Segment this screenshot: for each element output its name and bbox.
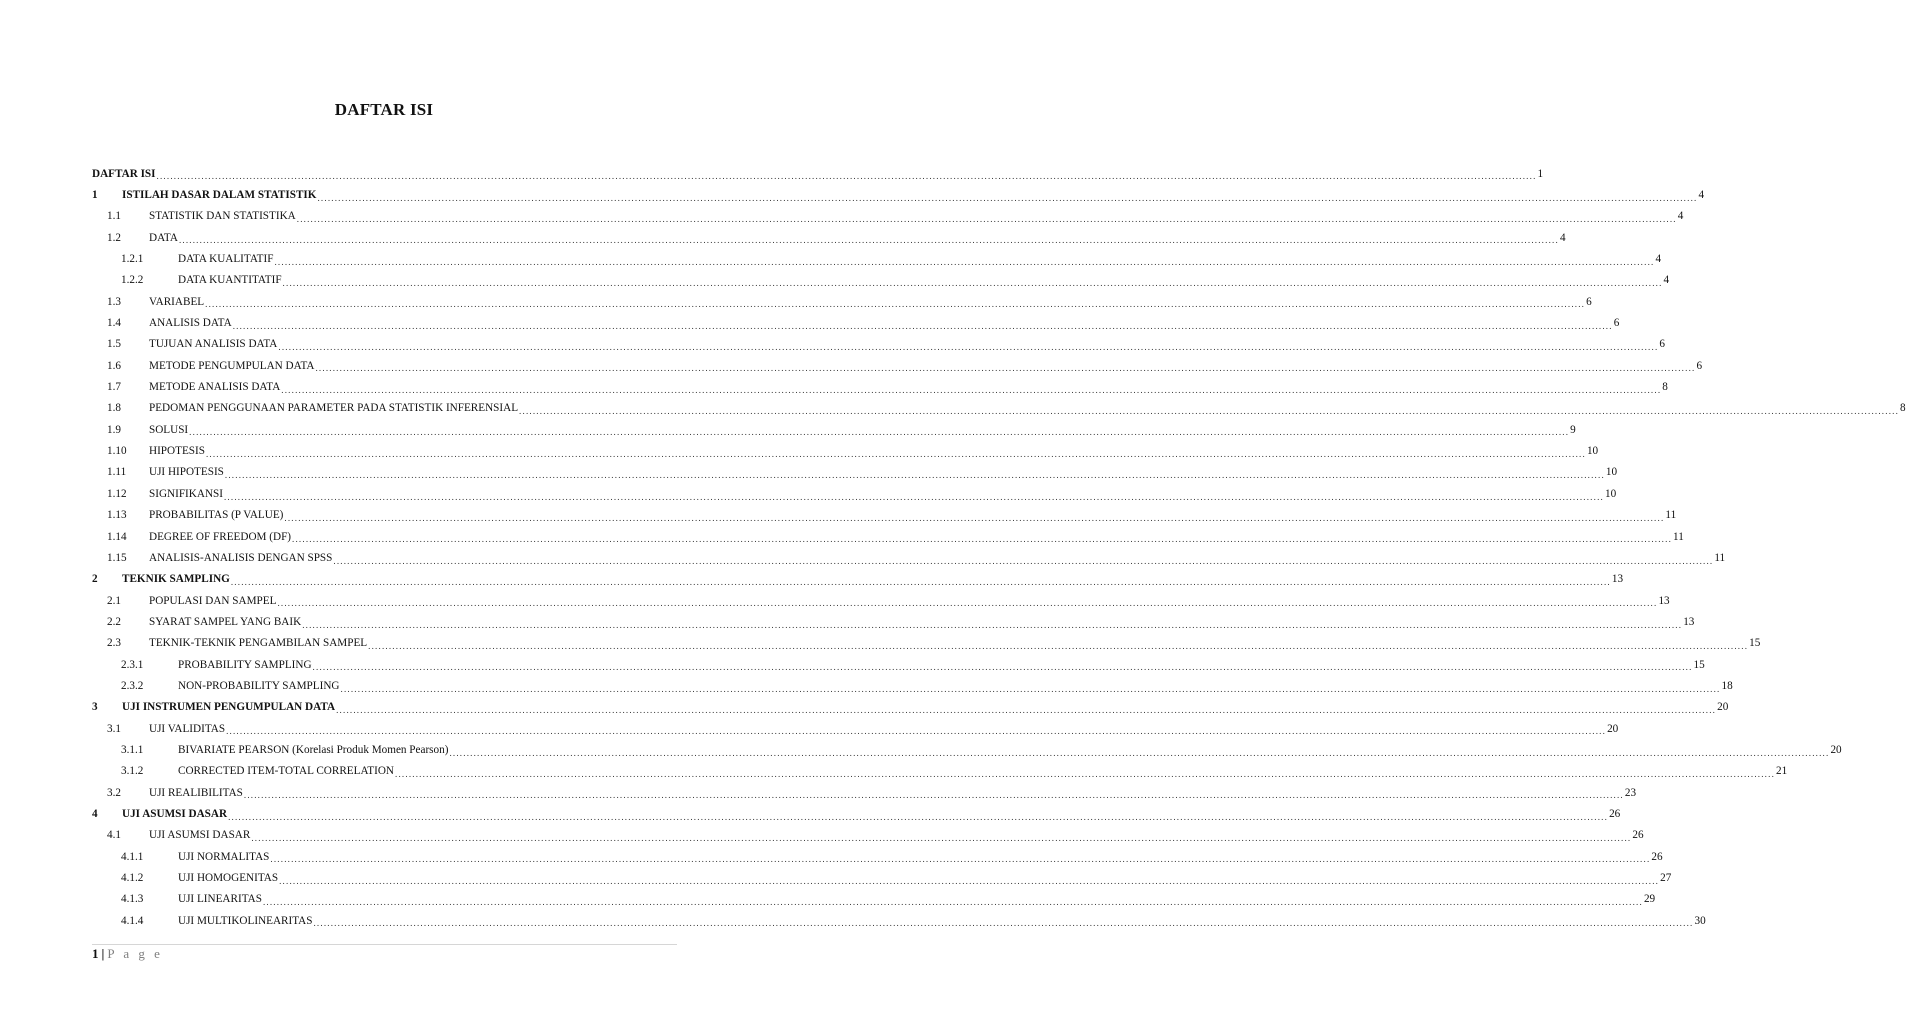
toc-dot-leader: ................................................................................................................................................................................................................................................................................................................................................................................................................ (279, 875, 1660, 886)
toc-entry-page: 18 (1721, 679, 1733, 692)
toc-entry[interactable] (92, 270, 1670, 291)
toc-dot-leader: ................................................................................................................................................................................................................................................................................................................................................................................................................ (226, 726, 1607, 737)
toc-entry[interactable] (92, 697, 1729, 718)
toc-entry-title: PROBABILITAS (P VALUE) (149, 509, 284, 522)
toc-entry[interactable] (92, 846, 1663, 867)
toc-entry[interactable] (92, 184, 1705, 205)
toc-entry-number: 4.1.3 (121, 893, 144, 906)
toc-entry[interactable] (92, 526, 1684, 547)
toc-entry[interactable] (92, 569, 1624, 590)
toc-entry[interactable] (92, 398, 1906, 419)
toc-entry-number: 2.1 (107, 594, 121, 607)
toc-entry[interactable] (92, 867, 1672, 888)
toc-entry[interactable] (92, 206, 1684, 227)
toc-dot-leader: ................................................................................................................................................................................................................................................................................................................................................................................................................ (336, 704, 1717, 715)
toc-entry-title: DATA KUANTITATIF (178, 274, 282, 287)
toc-dot-leader: ................................................................................................................................................................................................................................................................................................................................................................................................................ (270, 854, 1651, 865)
toc-entry-page: 10 (1605, 466, 1618, 479)
toc-dot-leader: ................................................................................................................................................................................................................................................................................................................................................................................................................ (228, 811, 1609, 822)
toc-entry-number: 4.1.2 (121, 872, 144, 885)
toc-entry[interactable] (92, 611, 1695, 632)
toc-entry-number: 4.1.1 (121, 850, 144, 863)
toc-entry-number: 1.12 (107, 487, 127, 500)
toc-dot-leader: ................................................................................................................................................................................................................................................................................................................................................................................................................ (232, 320, 1613, 331)
toc-entry-page: 13 (1611, 573, 1624, 586)
toc-entry-page: 4 (1559, 231, 1566, 244)
toc-entry-title: TEKNIK-TEKNIK PENGAMBILAN SAMPEL (149, 637, 368, 650)
toc-dot-leader: ................................................................................................................................................................................................................................................................................................................................................................................................................ (281, 384, 1662, 395)
toc-entry-number: 1.1 (107, 210, 121, 223)
toc-entry-number: 1.6 (107, 359, 121, 372)
toc-entry-number: 2.3.2 (121, 679, 144, 692)
toc-entry-page: 6 (1586, 295, 1592, 308)
toc-entry[interactable] (92, 334, 1665, 355)
toc-entry-title: BIVARIATE PEARSON (Korelasi Produk Momen Pearson) (178, 743, 449, 756)
toc-entry-number: 3 (92, 701, 98, 714)
toc-entry-title: VARIABEL (149, 295, 205, 308)
toc-entry-page: 30 (1694, 914, 1706, 927)
toc-dot-leader: ................................................................................................................................................................................................................................................................................................................................................................................................................ (205, 299, 1586, 310)
toc-entry-page: 10 (1586, 445, 1599, 458)
table-of-contents (92, 163, 1906, 931)
toc-entry-number: 1.3 (107, 295, 121, 308)
toc-entry-number: 1.11 (107, 466, 127, 479)
toc-dot-leader: ................................................................................................................................................................................................................................................................................................................................................................................................................ (333, 555, 1714, 566)
toc-entry-number: 1.10 (107, 445, 127, 458)
toc-entry-number: 2.2 (107, 615, 121, 628)
toc-entry-page: 13 (1683, 615, 1695, 628)
toc-dot-leader: ................................................................................................................................................................................................................................................................................................................................................................................................................ (178, 235, 1559, 246)
toc-entry-number: 3.2 (107, 786, 121, 799)
toc-dot-leader: ................................................................................................................................................................................................................................................................................................................................................................................................................ (230, 576, 1611, 587)
toc-entry-number: 1 (92, 189, 98, 202)
footer-divider (92, 944, 677, 945)
toc-entry-page: 23 (1624, 786, 1637, 799)
toc-entry[interactable] (92, 462, 1618, 483)
page-title: DAFTAR ISI (334, 100, 434, 119)
toc-entry-title: TUJUAN ANALISIS DATA (149, 338, 278, 351)
toc-entry[interactable] (92, 312, 1620, 333)
toc-entry-title: SYARAT SAMPEL YANG BAIK (149, 615, 302, 628)
toc-entry[interactable] (92, 483, 1617, 504)
toc-entry-number: 1.2.2 (121, 274, 144, 287)
toc-dot-leader: ................................................................................................................................................................................................................................................................................................................................................................................................................ (284, 512, 1665, 523)
toc-dot-leader: ................................................................................................................................................................................................................................................................................................................................................................................................................ (368, 640, 1749, 651)
toc-entry-title: POPULASI DAN SAMPEL (149, 594, 277, 607)
toc-entry-number: 2.3.1 (121, 658, 144, 671)
toc-entry[interactable] (92, 590, 1670, 611)
toc-entry-title: STATISTIK DAN STATISTIKA (149, 210, 296, 223)
toc-dot-leader: ................................................................................................................................................................................................................................................................................................................................................................................................................ (243, 790, 1624, 801)
toc-dot-leader: ................................................................................................................................................................................................................................................................................................................................................................................................................ (274, 256, 1655, 267)
toc-entry-page: 27 (1660, 872, 1672, 885)
toc-entry-title: ISTILAH DASAR DALAM STATISTIK (122, 189, 317, 202)
toc-entry-number: 4 (92, 807, 98, 820)
toc-entry-title: NON-PROBABILITY SAMPLING (178, 679, 340, 692)
toc-entry-page: 21 (1776, 765, 1788, 778)
toc-entry[interactable] (92, 547, 1726, 568)
toc-entry[interactable] (92, 739, 1842, 760)
toc-dot-leader: ................................................................................................................................................................................................................................................................................................................................................................................................................ (224, 470, 1605, 481)
toc-dot-leader: ................................................................................................................................................................................................................................................................................................................................................................................................................ (449, 747, 1830, 758)
toc-entry-page: 20 (1607, 722, 1619, 735)
toc-entry-number: 1.2 (107, 231, 121, 244)
toc-entry[interactable] (92, 889, 1656, 910)
toc-entry-title: PROBABILITY SAMPLING (178, 658, 312, 671)
toc-entry[interactable] (92, 291, 1592, 312)
toc-entry-title: PEDOMAN PENGGUNAAN PARAMETER PADA STATISTIK INFERENSIAL (149, 402, 519, 415)
toc-dot-leader: ................................................................................................................................................................................................................................................................................................................................................................................................................ (262, 897, 1643, 908)
toc-entry-title: UJI INSTRUMEN PENGUMPULAN DATA (122, 701, 336, 714)
toc-entry-number: 2.3 (107, 637, 121, 650)
toc-entry-page: 13 (1658, 594, 1670, 607)
toc-dot-leader: ................................................................................................................................................................................................................................................................................................................................................................................................................ (282, 278, 1663, 289)
toc-dot-leader: ................................................................................................................................................................................................................................................................................................................................................................................................................ (223, 491, 1604, 502)
page-footer (92, 946, 163, 962)
toc-entry[interactable] (92, 227, 1566, 248)
toc-entry-number: 4.1 (107, 829, 121, 842)
toc-dot-leader: ................................................................................................................................................................................................................................................................................................................................................................................................................ (317, 192, 1698, 203)
toc-entry-page: 6 (1613, 317, 1620, 330)
toc-entry-number: 1.2.1 (121, 253, 144, 266)
toc-entry-title: ANALISIS-ANALISIS DENGAN SPSS (149, 551, 333, 564)
toc-entry-page: 15 (1693, 658, 1705, 671)
toc-entry-number: 3.1.1 (121, 743, 144, 756)
toc-entry-page: 26 (1609, 807, 1621, 820)
toc-entry[interactable] (92, 355, 1703, 376)
toc-dot-leader: ................................................................................................................................................................................................................................................................................................................................................................................................................ (519, 406, 1900, 417)
toc-dot-leader: ................................................................................................................................................................................................................................................................................................................................................................................................................ (189, 427, 1570, 438)
toc-entry-page: 11 (1673, 530, 1684, 543)
toc-entry-number: 1.14 (107, 530, 127, 543)
toc-entry-page: 4 (1677, 210, 1684, 223)
toc-entry[interactable] (92, 910, 1706, 931)
toc-entry[interactable] (92, 718, 1619, 739)
toc-entry-page: 4 (1698, 189, 1705, 202)
toc-dot-leader: ................................................................................................................................................................................................................................................................................................................................................................................................................ (315, 363, 1696, 374)
toc-entry-title: DATA KUALITATIF (178, 253, 274, 266)
toc-entry-page: 29 (1643, 893, 1656, 906)
toc-entry-page: 6 (1659, 338, 1665, 351)
toc-entry[interactable] (92, 419, 1576, 440)
toc-entry-number: 1.4 (107, 317, 121, 330)
toc-dot-leader: ................................................................................................................................................................................................................................................................................................................................................................................................................ (312, 662, 1693, 673)
toc-entry-number: 2 (92, 573, 98, 586)
toc-entry-title: METODE ANALISIS DATA (149, 381, 281, 394)
toc-entry-page: 6 (1696, 359, 1703, 372)
toc-entry-number: 1.8 (107, 402, 121, 415)
toc-entry-title: UJI MULTIKOLINEARITAS (178, 914, 313, 927)
toc-entry-page: 11 (1714, 551, 1726, 564)
toc-entry-title: SIGNIFIKANSI (149, 487, 223, 500)
toc-dot-leader: ................................................................................................................................................................................................................................................................................................................................................................................................................ (292, 534, 1673, 545)
toc-entry-page: 11 (1665, 509, 1677, 522)
toc-entry[interactable] (92, 782, 1637, 803)
toc-dot-leader: ................................................................................................................................................................................................................................................................................................................................................................................................................ (302, 619, 1683, 630)
footer-separator: | (101, 946, 105, 961)
toc-entry-number: 3.1.2 (121, 765, 144, 778)
toc-entry-number: 1.13 (107, 509, 127, 522)
toc-entry-number: 1.7 (107, 381, 121, 394)
toc-entry-title: DATA (149, 231, 178, 244)
toc-entry-page: 15 (1749, 637, 1761, 650)
toc-entry[interactable] (92, 376, 1668, 397)
toc-entry[interactable] (92, 654, 1705, 675)
toc-entry-number: 1.5 (107, 338, 121, 351)
toc-entry-title: HIPOTESIS (149, 445, 205, 458)
toc-entry-title: UJI NORMALITAS (178, 850, 270, 863)
toc-entry[interactable] (92, 761, 1788, 782)
toc-entry[interactable] (92, 633, 1761, 654)
toc-dot-leader: ................................................................................................................................................................................................................................................................................................................................................................................................................ (313, 918, 1694, 929)
toc-entry-page: 20 (1830, 743, 1842, 756)
toc-dot-leader: ................................................................................................................................................................................................................................................................................................................................................................................................................ (278, 342, 1659, 353)
toc-entry-page: 4 (1663, 274, 1670, 287)
toc-entry-number: 1.15 (107, 551, 127, 564)
toc-entry-title: CORRECTED ITEM-TOTAL CORRELATION (178, 765, 395, 778)
toc-entry-title: DAFTAR ISI (92, 167, 156, 180)
toc-entry-number: 4.1.4 (121, 914, 144, 927)
toc-dot-leader: ................................................................................................................................................................................................................................................................................................................................................................................................................ (156, 171, 1537, 182)
footer-page-label: P a g e (107, 946, 163, 961)
toc-entry[interactable] (92, 440, 1599, 461)
toc-entry-title: UJI LINEARITAS (178, 893, 262, 906)
toc-dot-leader: ................................................................................................................................................................................................................................................................................................................................................................................................................ (277, 598, 1658, 609)
toc-entry-title: UJI HIPOTESIS (149, 466, 224, 479)
toc-entry-page: 10 (1604, 487, 1617, 500)
toc-dot-leader: ................................................................................................................................................................................................................................................................................................................................................................................................................ (251, 833, 1632, 843)
toc-entry-title: UJI VALIDITAS (149, 722, 226, 735)
toc-entry-page: 20 (1717, 701, 1729, 714)
toc-entry-title: METODE PENGUMPULAN DATA (149, 359, 315, 372)
toc-entry-page: 8 (1900, 402, 1906, 415)
toc-dot-leader: ................................................................................................................................................................................................................................................................................................................................................................................................................ (395, 768, 1776, 779)
toc-dot-leader: ................................................................................................................................................................................................................................................................................................................................................................................................................ (205, 448, 1586, 459)
footer-page-number: 1 (92, 946, 99, 961)
toc-entry[interactable] (92, 248, 1662, 269)
toc-entry-number: 3.1 (107, 722, 121, 735)
toc-entry-title: UJI HOMOGENITAS (178, 872, 279, 885)
toc-entry-title: DEGREE OF FREEDOM (DF) (149, 530, 292, 543)
toc-entry-title: ANALISIS DATA (149, 317, 232, 330)
toc-entry-page: 8 (1662, 381, 1668, 394)
toc-dot-leader: ................................................................................................................................................................................................................................................................................................................................................................................................................ (340, 683, 1721, 694)
toc-entry-title: TEKNIK SAMPLING (122, 573, 230, 586)
toc-entry[interactable] (92, 675, 1733, 696)
toc-entry-title: SOLUSI (149, 423, 189, 436)
toc-entry[interactable] (92, 163, 1544, 184)
toc-entry-page: 4 (1655, 253, 1662, 266)
toc-entry-title: UJI ASUMSI DASAR (149, 829, 251, 842)
toc-entry[interactable] (92, 825, 1644, 846)
toc-entry[interactable] (92, 803, 1621, 824)
toc-entry-page: 26 (1632, 829, 1644, 842)
toc-entry-title: UJI ASUMSI DASAR (122, 807, 228, 820)
toc-entry-page: 1 (1537, 167, 1544, 180)
toc-entry-number: 1.9 (107, 423, 121, 436)
toc-entry-page: 26 (1651, 850, 1663, 863)
toc-entry-page: 9 (1570, 423, 1576, 436)
toc-dot-leader: ................................................................................................................................................................................................................................................................................................................................................................................................................ (296, 214, 1677, 225)
toc-entry[interactable] (92, 505, 1677, 526)
toc-entry-title: UJI REALIBILITAS (149, 786, 243, 799)
